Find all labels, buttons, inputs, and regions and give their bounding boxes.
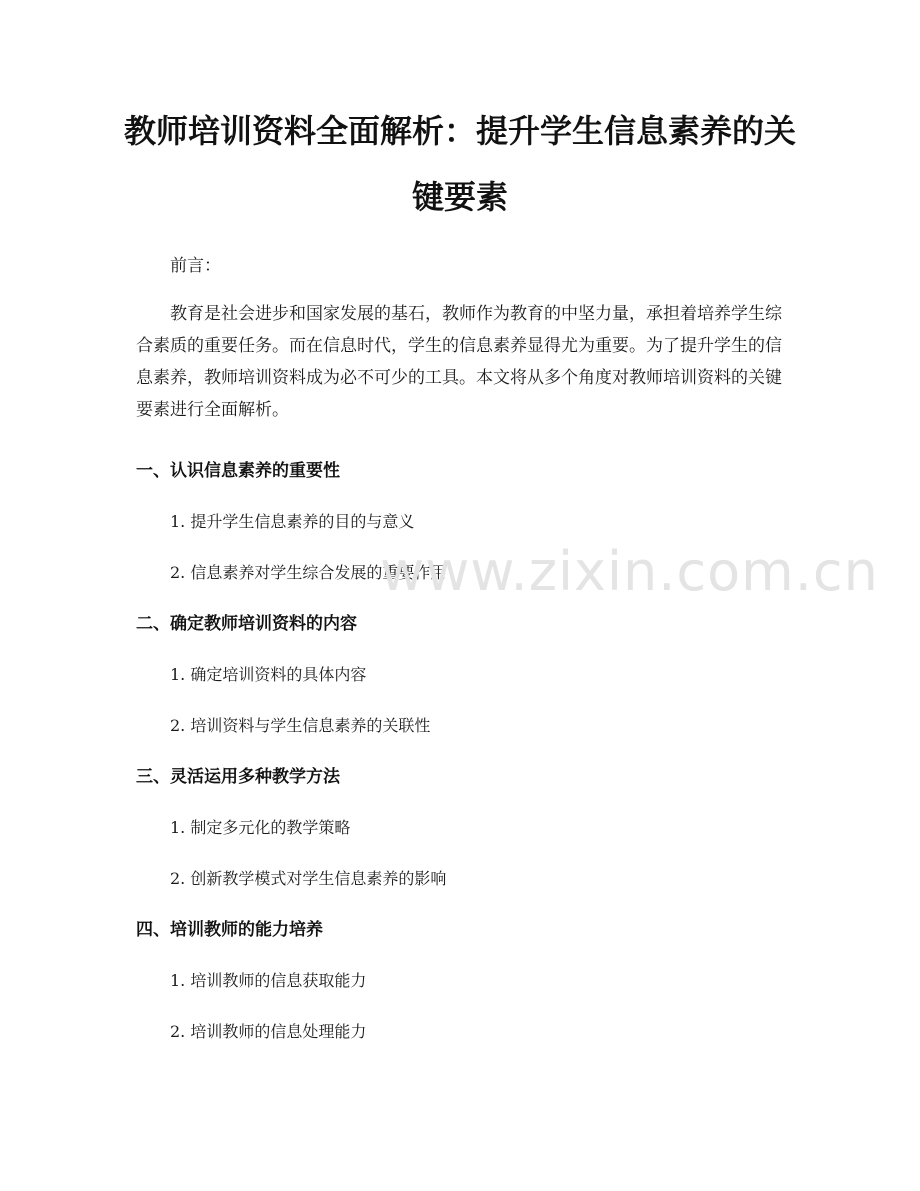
section-heading-3: 三、灵活运用多种教学方法 (136, 767, 340, 787)
section-heading-4: 四、培训教师的能力培养 (136, 920, 323, 940)
section-3-item-1: 1. 制定多元化的教学策略 (170, 818, 351, 837)
watermark-text: www.zixin.com.cn (380, 540, 879, 603)
section-1-item-2: 2. 信息素养对学生综合发展的重要作用 (170, 563, 447, 582)
document-title: 教师培训资料全面解析：提升学生信息素养的关键要素 (123, 112, 796, 216)
section-heading-2: 二、确定教师培训资料的内容 (136, 614, 357, 634)
intro-paragraph: 教育是社会进步和国家发展的基石，教师作为教育的中坚力量，承担着培养学生综合素质的重要任务。而在信息时代，学生的信息素养显得尤为重要。为了提升学生的信息素养，教师培训资料成为必不可少的工具。本文将从多个角度对教师培训资料的关键要素进行全面解析。 (136, 304, 782, 420)
section-3-item-2: 2. 创新教学模式对学生信息素养的影响 (170, 869, 447, 888)
section-2-item-1: 1. 确定培训资料的具体内容 (170, 665, 367, 684)
section-4-item-2: 2. 培训教师的信息处理能力 (170, 1022, 367, 1041)
preface-label: 前言： (170, 256, 221, 276)
section-4-item-1: 1. 培训教师的信息获取能力 (170, 971, 367, 990)
section-1-item-1: 1. 提升学生信息素养的目的与意义 (170, 512, 415, 531)
section-heading-1: 一、认识信息素养的重要性 (136, 461, 340, 481)
section-2-item-2: 2. 培训资料与学生信息素养的关联性 (170, 716, 431, 735)
